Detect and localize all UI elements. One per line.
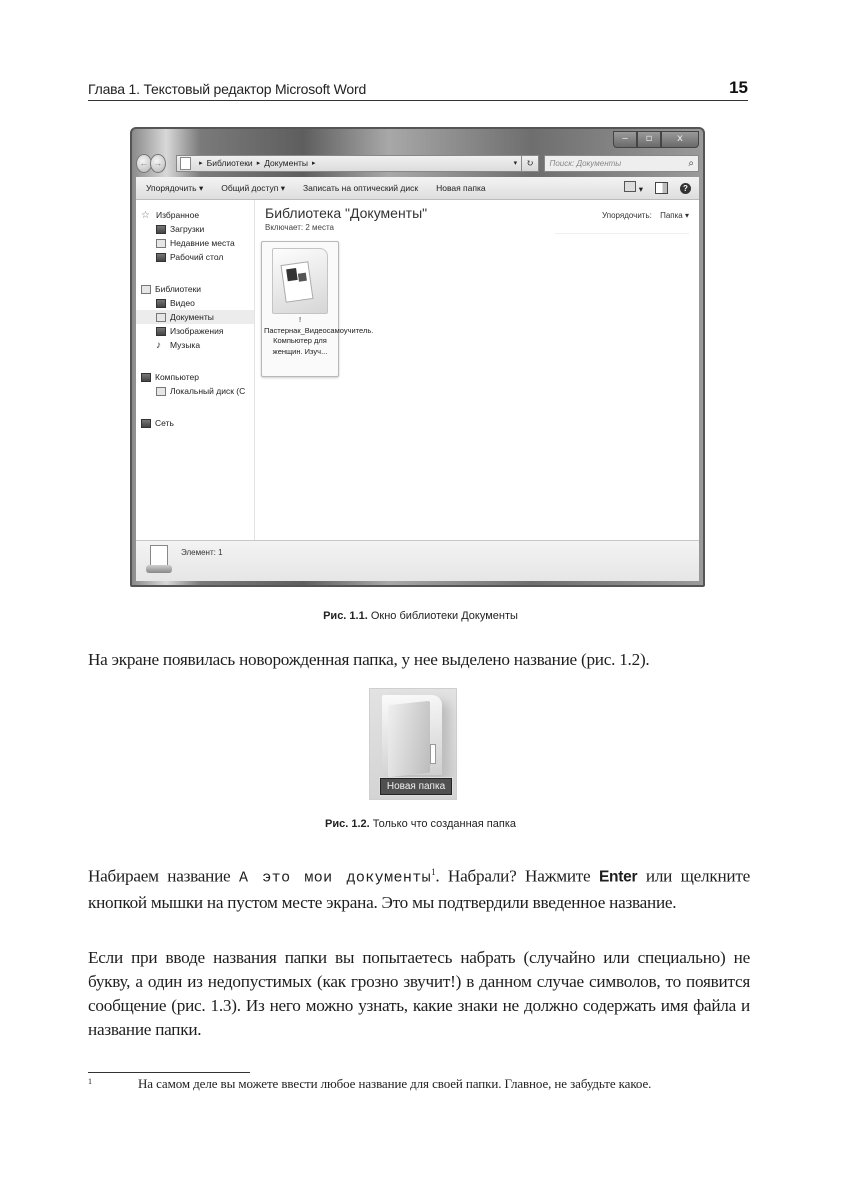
sidebar-item-music[interactable]	[136, 338, 254, 352]
chapter-title: Глава 1. Текстовый редактор Microsoft Word	[88, 81, 367, 97]
minimize-button[interactable]: ‒	[613, 131, 637, 148]
library-title: Библиотека "Документы"	[265, 205, 428, 221]
file-list-pane	[255, 200, 699, 541]
footnote-reference[interactable]: 1	[431, 867, 436, 877]
sidebar-item-favorites[interactable]	[136, 208, 254, 222]
network-icon	[141, 419, 151, 428]
sidebar-item-documents[interactable]	[136, 310, 254, 324]
arrange-by-dropdown[interactable]: Папка ▾	[660, 211, 689, 220]
breadcrumb-separator-icon: ▸	[256, 160, 261, 167]
sidebar-item-recent-places[interactable]	[136, 236, 254, 250]
close-button[interactable]: x	[661, 131, 699, 148]
body-paragraph-1: На экране появилась новорожденная папка, у нее выделено название (рис. 1.2).	[88, 650, 650, 669]
text-span: . Набрали? Нажмите	[435, 866, 599, 886]
sidebar-item-label: Рабочий стол	[170, 252, 224, 262]
sidebar-item-label: Музыка	[170, 340, 201, 350]
disk-drive-icon	[156, 387, 166, 396]
library-document-icon	[146, 545, 172, 575]
forward-button[interactable]: →	[150, 154, 166, 173]
breadcrumb-separator-icon: ▸	[199, 160, 203, 167]
new-folder-button[interactable]: Новая папка	[436, 183, 486, 193]
sidebar-item-label: Компьютер	[155, 372, 199, 382]
search-placeholder: Поиск: Документы	[549, 158, 622, 168]
sidebar-item-local-disk[interactable]	[136, 384, 254, 398]
downloads-icon	[156, 225, 166, 234]
share-menu[interactable]: Общий доступ ▾	[221, 182, 285, 193]
burn-disc-button[interactable]: Записать на оптический диск	[302, 183, 419, 193]
sidebar-item-label: Библиотеки	[155, 284, 202, 294]
back-button[interactable]: ←	[136, 154, 152, 173]
view-icon	[624, 181, 636, 192]
sidebar-item-label: Избранное	[156, 210, 200, 220]
preview-pane-icon[interactable]	[655, 182, 668, 194]
figure-caption-1-1	[0, 610, 841, 622]
help-icon[interactable]: ?	[680, 183, 691, 194]
video-icon	[156, 299, 166, 308]
sidebar-item-network[interactable]	[136, 416, 254, 430]
folder-item[interactable]	[261, 241, 374, 377]
footnote-rule	[88, 1072, 250, 1073]
maximize-button[interactable]: ▫	[637, 131, 661, 148]
history-dropdown-icon[interactable]: ▾	[167, 159, 172, 167]
pictures-icon	[156, 327, 166, 336]
window-content	[136, 200, 699, 541]
breadcrumb-libraries[interactable]: Библиотеки	[206, 158, 253, 168]
sidebar-item-label: Сеть	[155, 418, 174, 428]
command-bar	[136, 177, 699, 200]
sidebar-item-libraries[interactable]	[136, 282, 254, 296]
view-dropdown-icon: ▾	[638, 184, 643, 194]
figure-caption-1-2	[0, 818, 841, 830]
folder-rename-input[interactable]: Новая папка	[380, 778, 452, 795]
libraries-icon	[141, 285, 151, 294]
library-includes-link[interactable]: Включает: 2 места	[265, 223, 334, 232]
sidebar-item-desktop[interactable]	[136, 250, 254, 264]
recent-places-icon	[156, 239, 166, 248]
figure-caption-text: Окно библиотеки Документы	[367, 610, 518, 622]
sidebar-item-label: Изображения	[170, 326, 224, 336]
page-number: 15	[729, 78, 748, 97]
breadcrumb-separator-icon[interactable]: ▸	[312, 160, 316, 167]
body-paragraph-2	[88, 860, 750, 915]
window-caption-buttons	[613, 131, 699, 148]
view-options[interactable]	[624, 181, 643, 195]
explorer-window-screenshot	[130, 127, 705, 587]
text-span: Набираем название	[88, 866, 239, 886]
library-icon	[180, 157, 191, 170]
address-dropdown-icon[interactable]: ▾	[513, 160, 518, 167]
footnote-number: 1	[88, 1077, 92, 1086]
sidebar-item-label: Видео	[170, 298, 195, 308]
sidebar-item-video[interactable]	[136, 296, 254, 310]
figure-caption-text: Только что созданная папка	[369, 818, 516, 830]
figure-label: Рис. 1.1.	[323, 610, 368, 622]
star-icon: ☆	[141, 209, 150, 221]
arrange-label: Упорядочить:	[602, 211, 652, 220]
search-input[interactable]	[544, 155, 699, 172]
sidebar-item-downloads[interactable]	[136, 222, 254, 236]
details-pane	[136, 540, 699, 581]
key-name: Enter	[598, 868, 638, 886]
sidebar-item-label: Недавние места	[170, 238, 235, 248]
text-span: или щелкните кнопкой мышки на пустом месте экрана. Это мы подтвердили введенное название.	[88, 866, 750, 912]
arrange-by	[602, 211, 689, 220]
desktop-icon	[156, 253, 166, 262]
new-folder-screenshot	[369, 688, 457, 800]
search-icon[interactable]: ⌕	[688, 157, 695, 169]
running-head	[88, 78, 748, 101]
breadcrumb-documents[interactable]: Документы	[264, 158, 309, 168]
navigation-bar	[136, 153, 699, 173]
computer-icon	[141, 373, 151, 382]
sidebar-item-computer[interactable]	[136, 370, 254, 384]
sidebar-item-label: Документы	[170, 312, 214, 322]
footnote-text: На самом деле вы можете ввести любое название для своей папки. Главное, не забудьте какое.	[138, 1076, 652, 1091]
documents-icon	[156, 313, 166, 322]
navigation-pane	[136, 200, 255, 541]
refresh-button[interactable]: ↻	[522, 155, 538, 172]
music-note-icon: ♪	[156, 339, 161, 351]
folder-icon	[272, 248, 328, 314]
body-paragraph-3: Если при вводе названия папки вы попытаетесь набрать (случайно или специально) не букву, а один из недопустимых (как грозно звучит!) в данном случае символов, то появится сообщение (рис. 1.3). Из него можно узнать, какие знаки не должно содержать имя файла и название папки.	[88, 948, 750, 1039]
sidebar-item-pictures[interactable]	[136, 324, 254, 338]
sidebar-item-label: Загрузки	[170, 224, 205, 234]
address-bar[interactable]	[176, 155, 522, 172]
figure-label: Рис. 1.2.	[325, 818, 370, 830]
code-folder-name: А это мои документы	[238, 869, 432, 887]
sidebar-item-label: Локальный диск (С	[170, 386, 246, 396]
folder-name: !Пастернак_Видеосамоучитель. Компьютер для женщин. Изуч...	[264, 315, 374, 356]
organize-menu[interactable]: Упорядочить ▾	[146, 182, 204, 193]
item-count: Элемент: 1	[181, 548, 223, 557]
